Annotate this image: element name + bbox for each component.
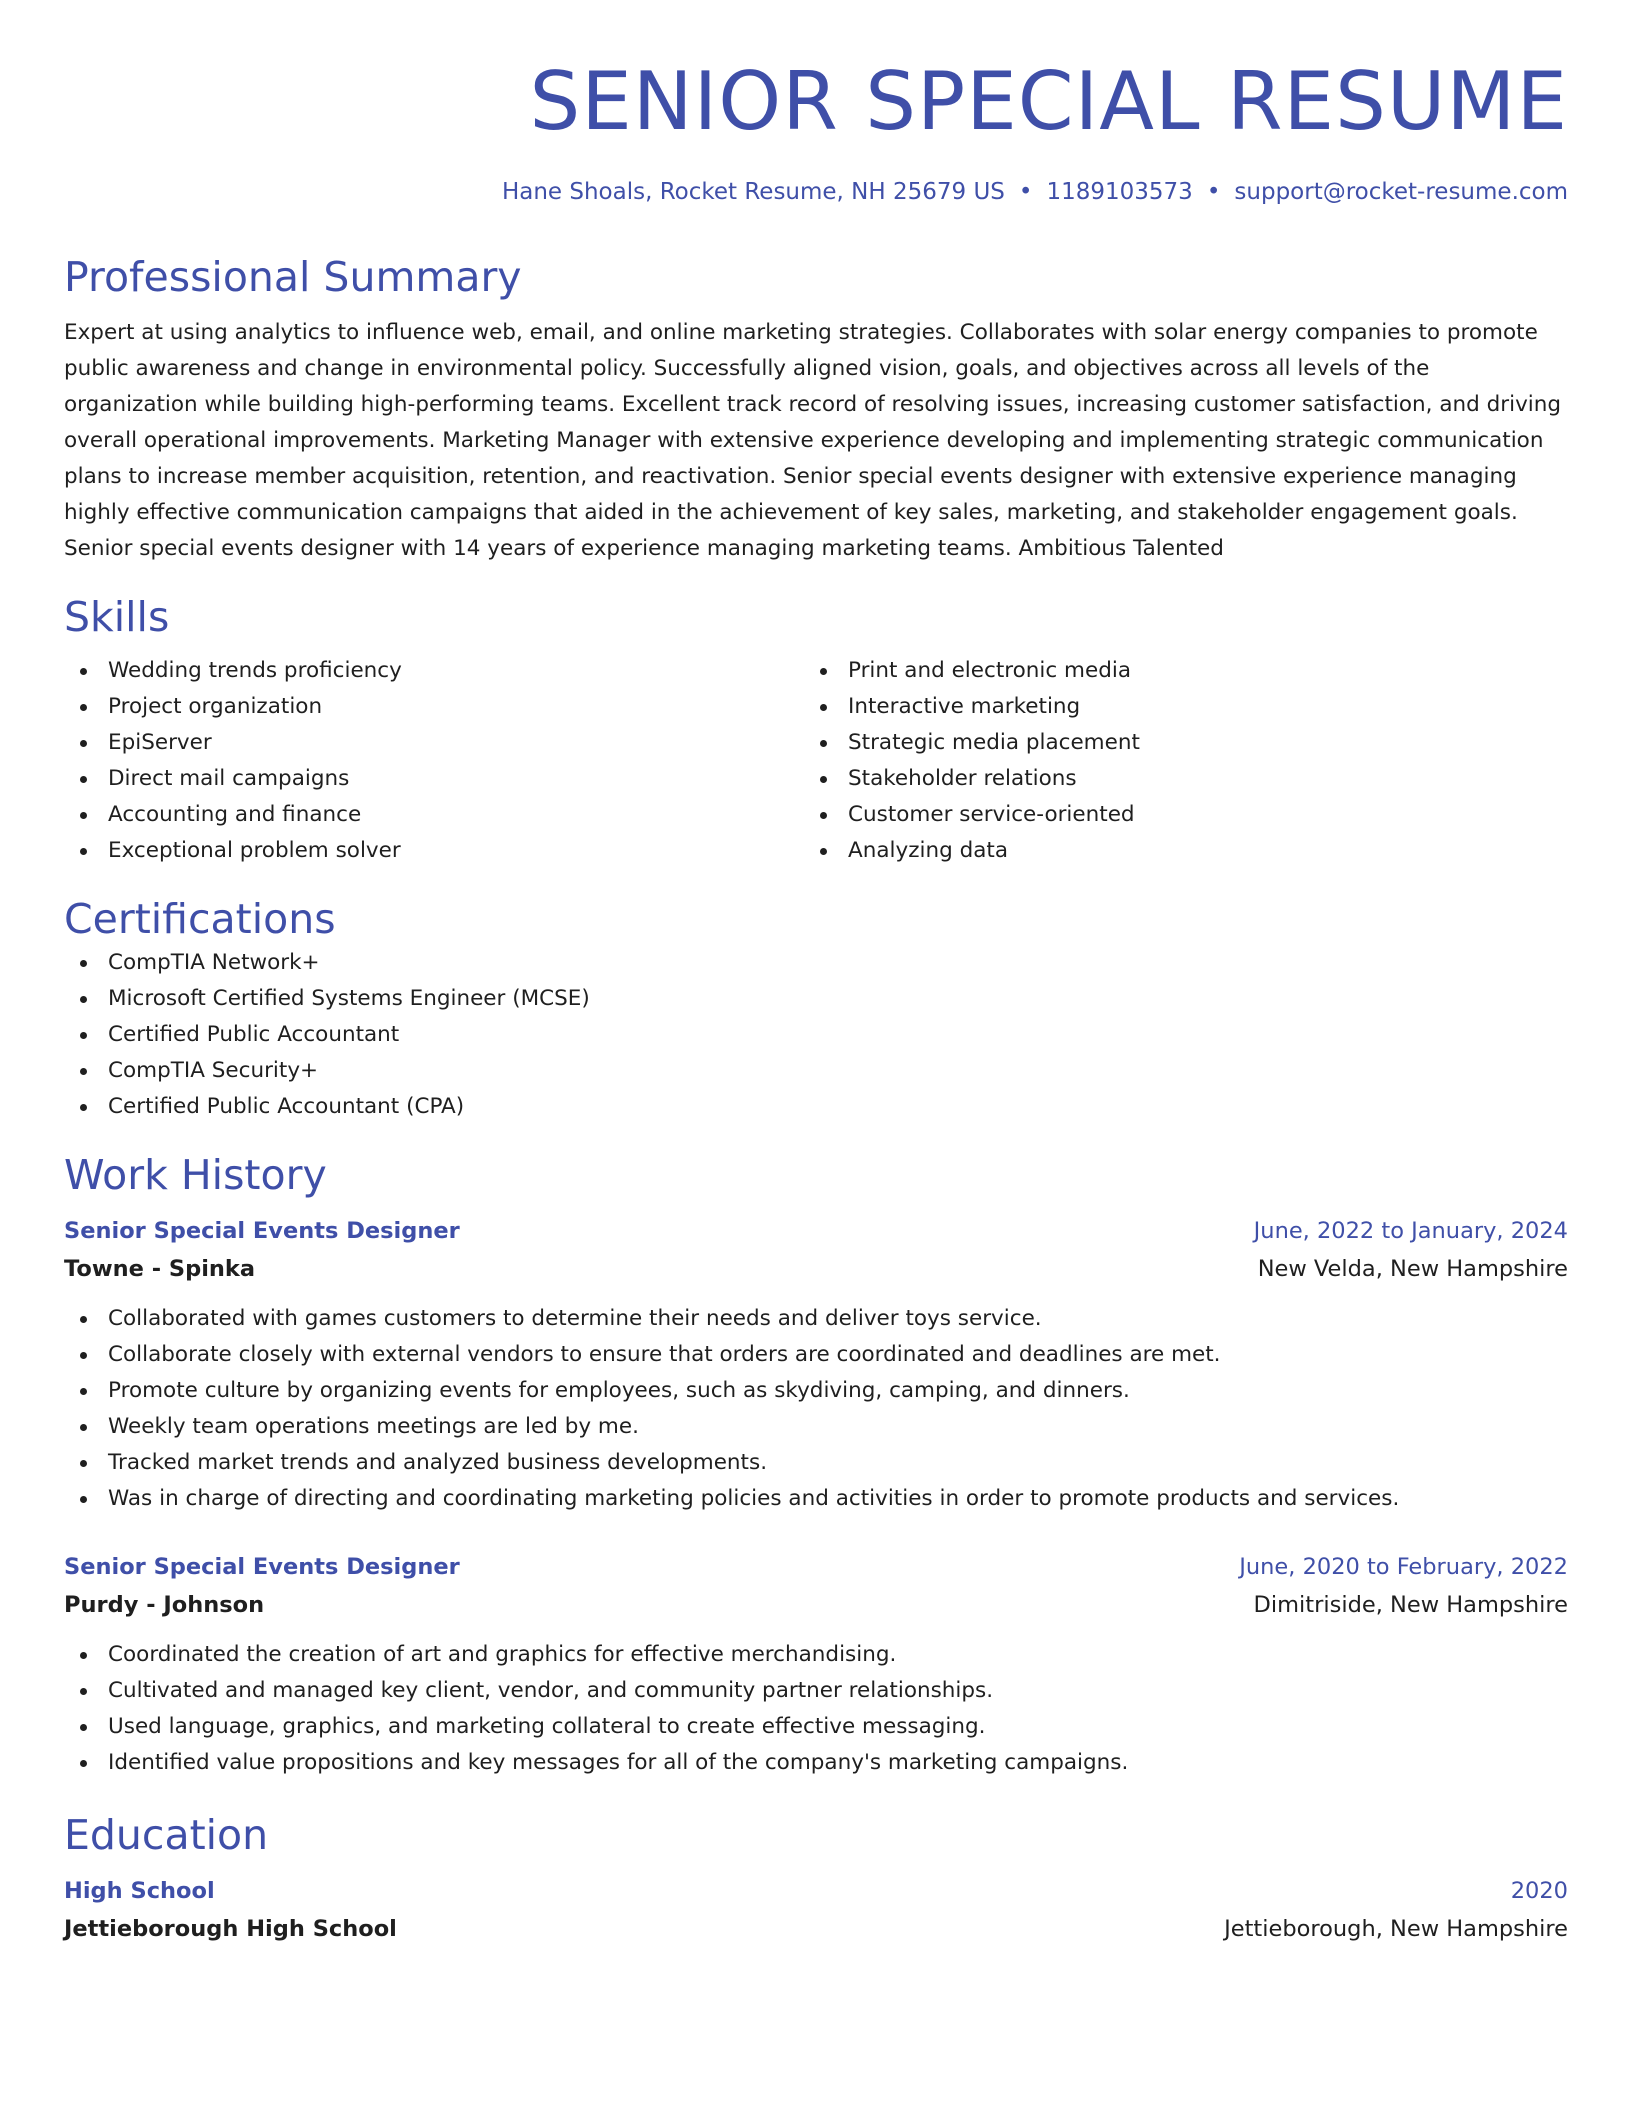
education-location: Jettieborough, New Hampshire xyxy=(1224,1916,1568,1942)
skill-item: Project organization xyxy=(64,689,804,725)
contact-email: support@rocket-resume.com xyxy=(1234,179,1568,205)
job-bullet: Was in charge of directing and coordinating marketing policies and activities in order to promote products and services. xyxy=(64,1481,1568,1517)
job-dates: June, 2022 to January, 2024 xyxy=(1253,1218,1568,1244)
job-title: Senior Special Events Designer xyxy=(64,1218,460,1244)
skill-item: Direct mail campaigns xyxy=(64,761,804,797)
job-header-row xyxy=(64,1549,1568,1585)
contact-separator: • xyxy=(1018,179,1033,205)
skill-item: Customer service-oriented xyxy=(804,797,1544,833)
job-employer-row xyxy=(64,1249,1568,1289)
certification-item: CompTIA Security+ xyxy=(64,1053,1568,1089)
skill-item: Stakeholder relations xyxy=(804,761,1544,797)
job-entry xyxy=(64,1213,1568,1517)
job-bullet: Weekly team operations meetings are led by me. xyxy=(64,1409,1568,1445)
education-school: Jettieborough High School xyxy=(64,1916,397,1942)
education-school-row xyxy=(64,1909,1568,1949)
skill-item: Accounting and finance xyxy=(64,797,804,833)
education-degree: High School xyxy=(64,1878,215,1904)
job-bullet: Used language, graphics, and marketing collateral to create effective messaging. xyxy=(64,1709,1568,1745)
summary-text: Expert at using analytics to influence web, email, and online marketing strategies. Collaborates with solar energy companies to promote public awareness and change in environmental policy. Successfully aligned vision, goals, and objectives across all levels of the organization while building high-performing teams. Excellent track record of resolving issues, increasing customer satisfaction, and driving overall operational improvements. Marketing Manager with extensive experience developing and implementing strategic communication plans to increase member acquisition, retention, and reactivation. Senior special events designer with extensive experience managing highly effective communication campaigns that aided in the achievement of key sales, marketing, and stakeholder engagement goals. Senior special events designer with 14 years of experience managing marketing teams. Ambitious Talented xyxy=(64,320,1562,561)
job-dates: June, 2020 to February, 2022 xyxy=(1239,1554,1568,1580)
job-bullet: Coordinated the creation of art and graphics for effective merchandising. xyxy=(64,1637,1568,1673)
contact-separator: • xyxy=(1206,179,1221,205)
contact-phone: 1189103573 xyxy=(1046,179,1193,205)
summary-heading: Professional Summary xyxy=(64,253,522,301)
job-bullet: Identified value propositions and key messages for all of the company's marketing campaigns. xyxy=(64,1745,1568,1781)
work-history-heading: Work History xyxy=(64,1151,327,1199)
candidate-name: SENIOR SPECIAL RESUME xyxy=(529,55,1568,148)
job-employer: Towne - Spinka xyxy=(64,1256,256,1282)
skill-item: Exceptional problem solver xyxy=(64,833,804,869)
education-year: 2020 xyxy=(1510,1878,1568,1904)
skill-item: Analyzing data xyxy=(804,833,1544,869)
skills-left-list xyxy=(64,653,804,869)
job-employer: Purdy - Johnson xyxy=(64,1592,265,1618)
job-bullet: Cultivated and managed key client, vendor, and community partner relationships. xyxy=(64,1673,1568,1709)
certification-item: CompTIA Network+ xyxy=(64,945,1568,981)
certification-item: Certified Public Accountant (CPA) xyxy=(64,1089,1568,1125)
job-location: Dimitriside, New Hampshire xyxy=(1253,1592,1568,1618)
skills-right-list xyxy=(804,653,1544,869)
job-bullet: Tracked market trends and analyzed business developments. xyxy=(64,1445,1568,1481)
education-header-row xyxy=(64,1873,1568,1909)
skill-item: Wedding trends proficiency xyxy=(64,653,804,689)
job-bullet: Collaborate closely with external vendors to ensure that orders are coordinated and deadlines are met. xyxy=(64,1337,1568,1373)
job-title: Senior Special Events Designer xyxy=(64,1554,460,1580)
job-bullets xyxy=(64,1637,1568,1781)
certification-item: Microsoft Certified Systems Engineer (MCSE) xyxy=(64,981,1568,1017)
certifications-heading: Certifications xyxy=(64,895,336,943)
skill-item: EpiServer xyxy=(64,725,804,761)
education-heading: Education xyxy=(64,1811,269,1859)
job-bullet: Collaborated with games customers to determine their needs and deliver toys service. xyxy=(64,1301,1568,1337)
certification-item: Certified Public Accountant xyxy=(64,1017,1568,1053)
contact-address: Hane Shoals, Rocket Resume, NH 25679 US xyxy=(501,179,1005,205)
job-bullets xyxy=(64,1301,1568,1517)
job-header-row xyxy=(64,1213,1568,1249)
job-location: New Velda, New Hampshire xyxy=(1257,1256,1568,1282)
job-entry xyxy=(64,1549,1568,1781)
skill-item: Strategic media placement xyxy=(804,725,1544,761)
job-bullet: Promote culture by organizing events for employees, such as skydiving, camping, and dinners. xyxy=(64,1373,1568,1409)
skills-columns xyxy=(64,653,1568,869)
education-entry xyxy=(64,1873,1568,1949)
skill-item: Print and electronic media xyxy=(804,653,1544,689)
skill-item: Interactive marketing xyxy=(804,689,1544,725)
skills-heading: Skills xyxy=(64,593,170,641)
certifications-list xyxy=(64,945,1568,1125)
contact-line xyxy=(64,175,1568,209)
job-employer-row xyxy=(64,1585,1568,1625)
